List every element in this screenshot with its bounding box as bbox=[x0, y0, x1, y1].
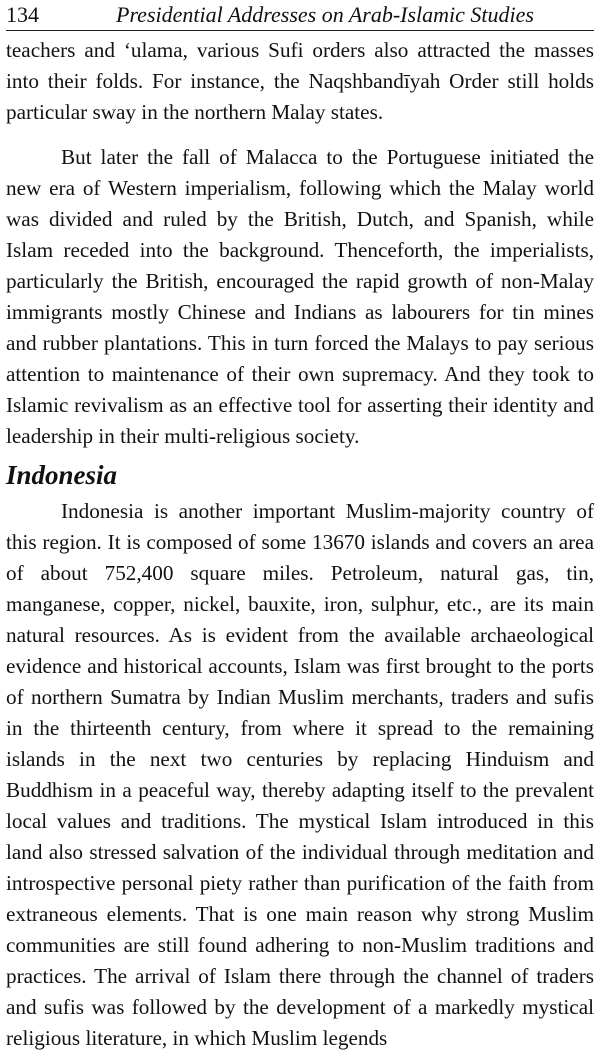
running-header bbox=[6, 0, 594, 31]
body-paragraph: teachers and ‘ulama, various Sufi orders also attracted the masses into their folds. For instance, the Naqshbandīyah Order still holds particular sway in the northern Malay states. bbox=[6, 38, 594, 124]
paragraph-gap bbox=[6, 128, 594, 142]
section-heading: Indonesia bbox=[6, 460, 118, 490]
running-title: Presidential Addresses on Arab-Islamic Studies bbox=[116, 2, 534, 27]
body-paragraph: Indonesia is another important Muslim-majority country of this region. It is composed of some 13670 islands and covers an area of about 752,400 square miles. Petroleum, natural gas, tin, manganese, copper, nickel, bauxite, iron, sulphur, etc., are its main natural resources. As is evident from the available archaeological evidence and historical accounts, Islam was first brought to the ports of northern Sumatra by Indian Muslim merchants, traders and sufis in the thirteenth century, from where it spread to the remaining islands in the next two centuries by replacing Hinduism and Buddhism in a peaceful way, thereby adapting itself to the prevalent local values and traditions. The mystical Islam introduced in this land also stressed salvation of the individual through meditation and introspective personal piety rather than purification of the faith from extraneous elements. That is one main reason why strong Muslim communities are still found adhering to non-Muslim traditions and practices. The arrival of Islam there through the channel of traders and sufis was followed by the development of a markedly mystical religious literature, in which Muslim legends bbox=[6, 499, 594, 1050]
body-paragraph: But later the fall of Malacca to the Portuguese initiated the new era of Western imperialism, following which the Malay world was divided and ruled by the British, Dutch, and Spanish, while Islam receded into the background. Thenceforth, the imperialists, particularly the British, encouraged the rapid growth of non-Malay immigrants mostly Chinese and Indians as labourers for tin mines and rubber plantations. This in turn forced the Malays to pay serious attention to maintenance of their own supremacy. And they took to Islamic revivalism as an effective tool for asserting their identity and leadership in their multi-religious society. bbox=[6, 145, 594, 448]
page-number: 134 bbox=[6, 2, 39, 27]
